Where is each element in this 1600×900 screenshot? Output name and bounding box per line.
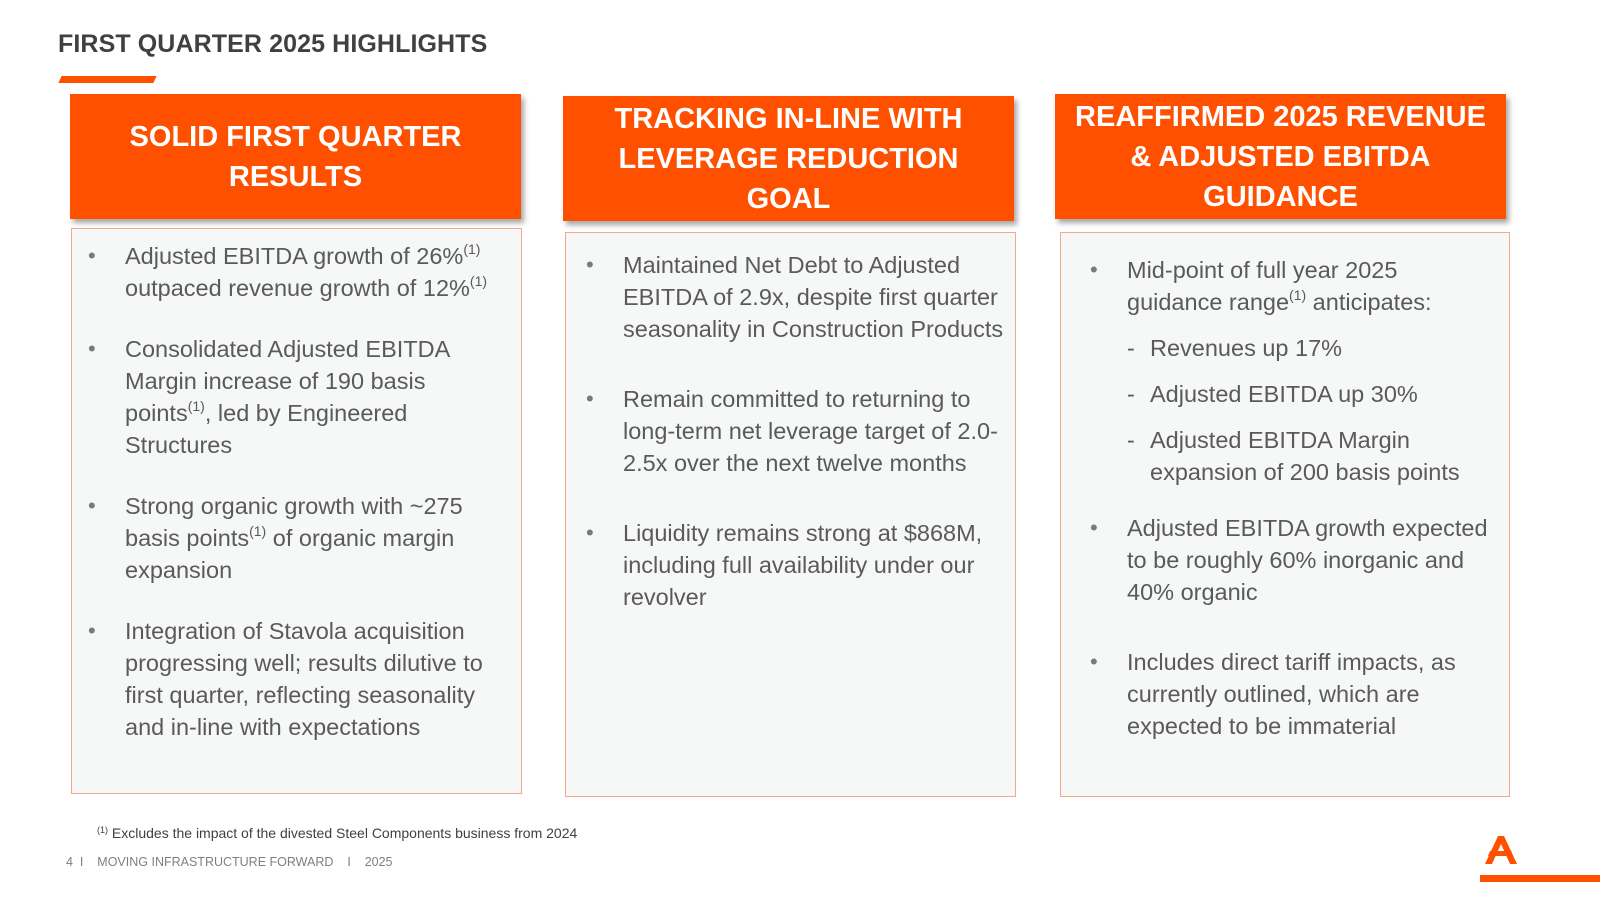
footer-accent-bar [1480, 875, 1600, 882]
footnote-marker: (1) [97, 825, 108, 835]
bullet-item: • Maintained Net Debt to Adjusted EBITDA of 2.9x, despite first quarter seasonality in Construction Products [577, 249, 1007, 345]
footer-tagline: MOVING INFRASTRUCTURE FORWARD [97, 855, 334, 869]
bullet-list [79, 240, 509, 743]
sub-bullet-list [1127, 332, 1471, 488]
footnote-marker: (1) [187, 398, 205, 414]
bullet-item: • Adjusted EBITDA growth of 26%$^{(1)}$ outpaced revenue growth of 12%$^{(1)}$ [79, 240, 509, 304]
bullet-item: • Mid-point of full year 2025 guidance range$^{(1)}$ anticipates: - Revenues up 17% - Adjusted EBITDA up 30% - Adjusted EBITDA Margin expansion of 200 basis points [1081, 254, 1501, 488]
footnote [97, 825, 577, 841]
bullet-item: • Strong organic growth with ~275 basis points$^{(1)}$ of organic margin expansion [79, 490, 509, 586]
column-header-text: SOLID FIRST QUARTER RESULTS [129, 120, 462, 193]
footnote-marker: (1) [1289, 287, 1307, 303]
column-header-guidance [1055, 94, 1506, 219]
footer-separator: I [79, 855, 84, 869]
column-header-results [70, 94, 521, 219]
column-header-leverage [563, 96, 1014, 221]
bullet-item: • Consolidated Adjusted EBITDA Margin increase of 190 basis points$^{(1)}$, led by Engineered Structures [79, 333, 509, 461]
footnote-marker: (1) [469, 273, 488, 289]
bullet-item: • Includes direct tariff impacts, as currently outlined, which are expected to be immaterial [1081, 646, 1501, 742]
title-underline [58, 76, 156, 83]
column-content-leverage [565, 232, 1016, 797]
bullet-list [1081, 254, 1501, 742]
bullet-item: • Adjusted EBITDA growth expected to be roughly 60% inorganic and 40% organic [1081, 512, 1501, 608]
bullet-item: • Remain committed to returning to long-term net leverage target of 2.0-2.5x over the next twelve months [577, 383, 1007, 479]
arcosa-a-logo-icon [1485, 836, 1517, 864]
page-title: FIRST QUARTER 2025 HIGHLIGHTS [58, 30, 488, 58]
bullet-list [577, 249, 1007, 613]
page-number: 4 [66, 855, 73, 869]
footer [66, 855, 393, 869]
footnote-text: Excludes the impact of the divested Steel Components business from 2024 [108, 825, 578, 841]
footnote-marker: (1) [249, 523, 267, 539]
footnote-marker: (1) [463, 241, 481, 257]
column-content-results [71, 228, 522, 794]
sub-bullet-item: - Adjusted EBITDA Margin expansion of 200 basis points [1127, 424, 1471, 488]
column-header-text: REAFFIRMED 2025 REVENUE & ADJUSTED EBITDA GUIDANCE [1075, 100, 1486, 213]
footer-year: 2025 [364, 855, 393, 869]
footer-separator: I [347, 855, 351, 869]
sub-bullet-item: - Revenues up 17% [1127, 332, 1471, 364]
bullet-item: • Integration of Stavola acquisition progressing well; results dilutive to first quarter, reflecting seasonality and in-line with expectations [79, 615, 509, 743]
column-header-text: TRACKING IN-LINE WITH LEVERAGE REDUCTION GOAL [614, 102, 963, 215]
column-content-guidance [1060, 232, 1510, 797]
sub-bullet-item: - Adjusted EBITDA up 30% [1127, 378, 1471, 410]
bullet-item: • Liquidity remains strong at $868M, including full availability under our revolver [577, 517, 1007, 613]
